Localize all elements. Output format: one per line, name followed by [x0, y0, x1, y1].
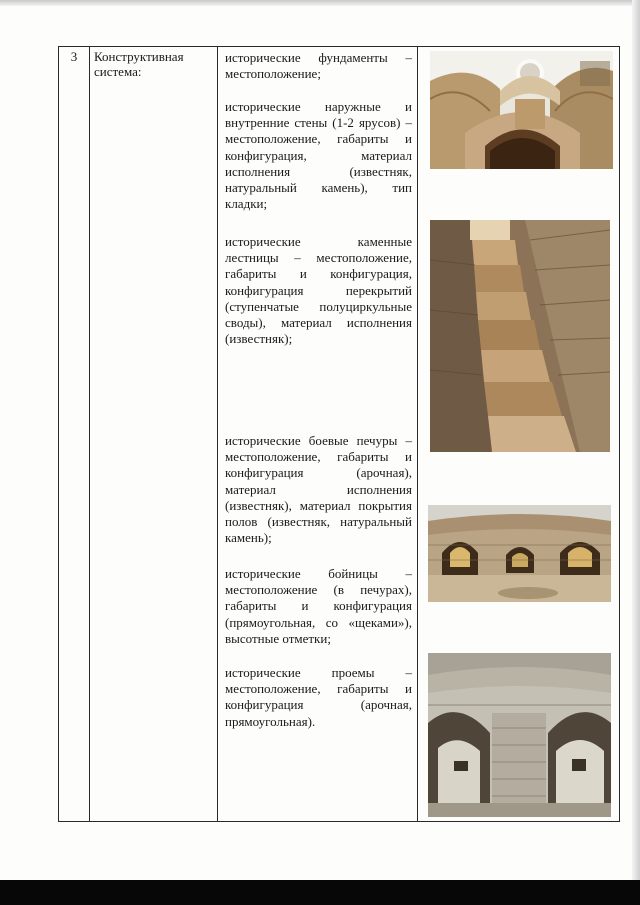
paragraph-casemates: исторические боевые печуры – местоположение, габариты и конфигурация (арочная), материал исполнения (известняк), материал покрытия полов (известняк, натуральный камень); [225, 433, 412, 546]
photo-arched-openings [428, 653, 611, 817]
scan-top-edge [0, 0, 640, 6]
scan-bottom-edge [0, 880, 640, 905]
row-name: Конструктивная система: [90, 47, 218, 822]
row-number: 3 [59, 47, 90, 822]
element-table [58, 46, 620, 822]
table-row [59, 47, 620, 822]
photo-arched-vault [430, 51, 613, 169]
paragraph-foundations: исторические фундаменты – местоположение; [225, 50, 412, 82]
photo-staircase [430, 220, 610, 452]
photo-embrasures [428, 505, 611, 602]
paragraph-walls: исторические наружные и внутренние стены (1-2 ярусов) – местоположение, габариты и конфигурация, материал исполнения (известняк, натуральный камень), тип кладки; [225, 99, 412, 212]
paragraph-loopholes: исторические бойницы – местоположение (в печурах), габариты и конфигурация (прямоугольная, со «щеками»), высотные отметки; [225, 566, 412, 646]
photo-cell [418, 47, 620, 822]
paragraph-openings: исторические проемы – местоположение, габариты и конфигурация (арочная, прямоугольная). [225, 665, 412, 729]
description-cell [218, 47, 418, 822]
paragraph-stairs: исторические каменные лестницы – местоположение, габариты и конфигурация, конфигурация перекрытий (ступенчатые полуциркульные своды), материал исполнения (известняк); [225, 234, 412, 347]
scan-right-edge [632, 0, 640, 880]
